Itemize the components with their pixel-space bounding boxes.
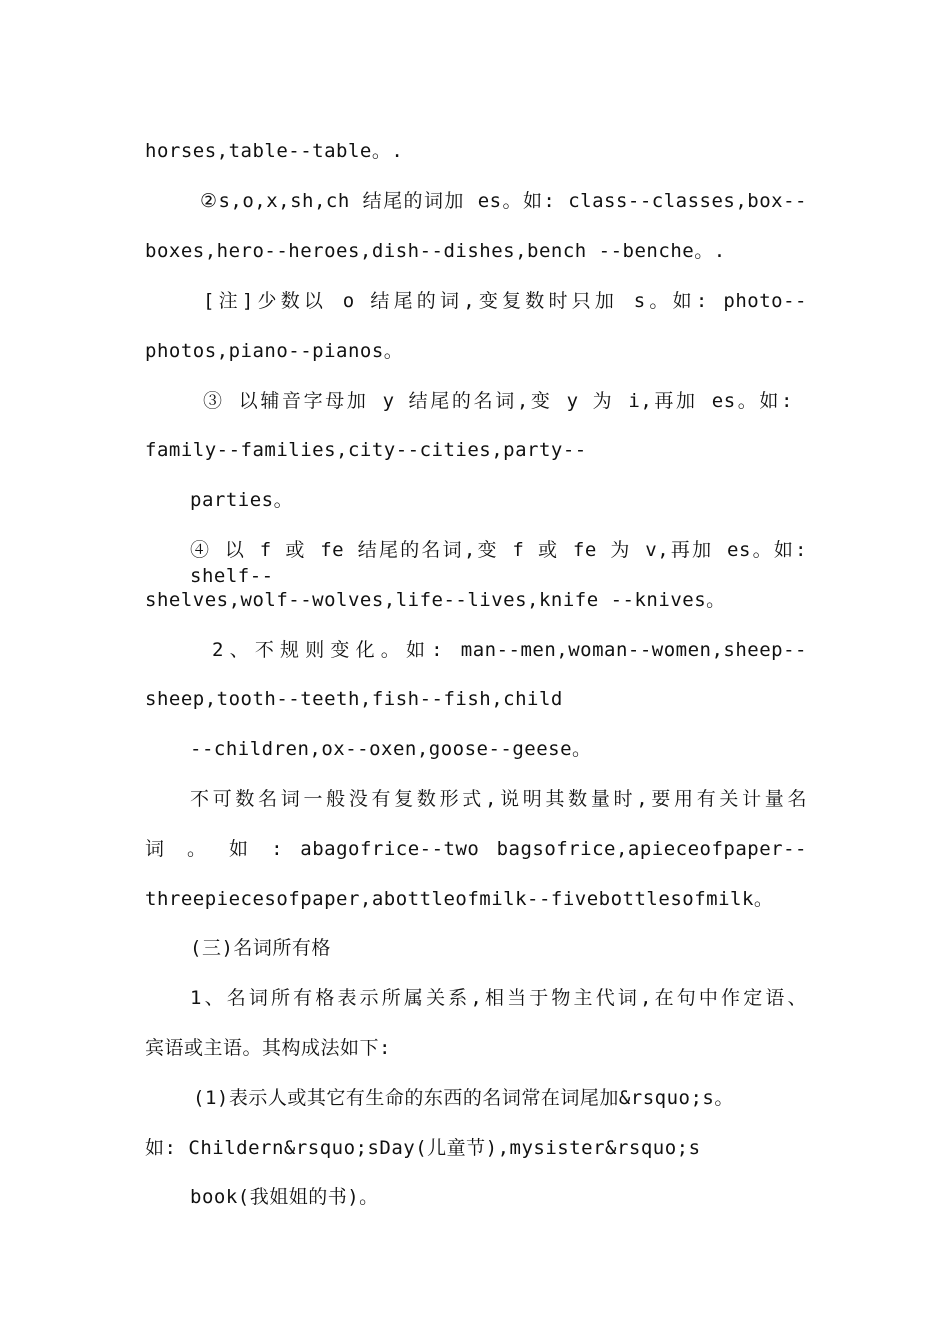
text-line-16: threepiecesofpaper,abottleofmilk--fivebottlesofmilk。 xyxy=(145,888,774,910)
text-line-9: ④ 以 f 或 fe 结尾的名词,变 f 或 fe 为 v,再加 es。如: shelf-- xyxy=(190,539,807,587)
text-line-18: 1、名词所有格表示所属关系,相当于物主代词,在句中作定语、 xyxy=(190,987,807,1009)
text-line-10: shelves,wolf--wolves,life--lives,knife --knives。 xyxy=(145,589,726,611)
text-line-6: ③ 以辅音字母加 y 结尾的名词,变 y 为 i,再加 es。如: xyxy=(203,390,793,412)
text-line-3: boxes,hero--heroes,dish--dishes,bench --benche。. xyxy=(145,240,726,262)
text-line-15: 词 。 如 : abagofrice--two bagsofrice,apieceofpaper-- xyxy=(145,838,807,860)
text-line-14: 不可数名词一般没有复数形式,说明其数量时,要用有关计量名 xyxy=(190,788,807,810)
text-line-19: 宾语或主语。其构成法如下: xyxy=(145,1037,391,1059)
text-line-22: book(我姐姐的书)。 xyxy=(190,1186,379,1208)
text-line-21: 如: Childern&rsquo;sDay(儿童节),mysister&rsquo;s xyxy=(145,1137,701,1159)
text-line-4: [注]少数以 o 结尾的词,变复数时只加 s。如: photo-- xyxy=(203,290,807,312)
section-heading: (三)名词所有格 xyxy=(190,937,331,959)
text-line-13: --children,ox--oxen,goose--geese。 xyxy=(190,738,592,760)
text-line-20: (1)表示人或其它有生命的东西的名词常在词尾加&rsquo;s。 xyxy=(193,1087,734,1109)
text-line-11: 2、不规则变化。如: man--men,woman--women,sheep-- xyxy=(212,639,807,661)
text-line-8: parties。 xyxy=(190,489,294,511)
text-line-5: photos,piano--pianos。 xyxy=(145,340,404,362)
text-line-2: ②s,o,x,sh,ch 结尾的词加 es。如: class--classes,box-- xyxy=(200,190,807,212)
text-line-12: sheep,tooth--teeth,fish--fish,child xyxy=(145,688,563,710)
text-line-7: family--families,city--cities,party-- xyxy=(145,439,587,461)
text-line-1: horses,table--table。. xyxy=(145,140,404,162)
